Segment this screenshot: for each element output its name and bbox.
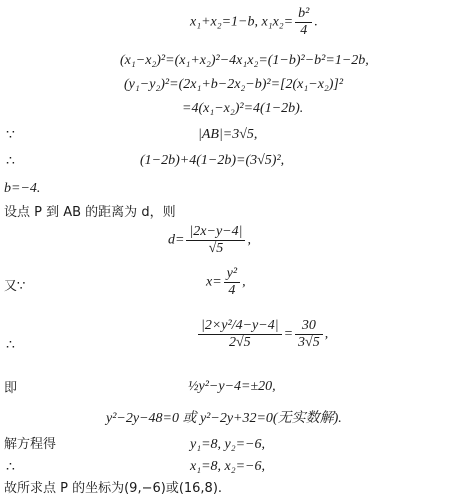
b-squared-over-4-fraction: [295, 6, 312, 39]
fraction-denominator: 4: [300, 23, 308, 38]
parabola-numerator: y²: [224, 266, 240, 283]
distance-eq-equals: =: [283, 326, 294, 342]
line-distance-equation: [196, 318, 328, 351]
therefore-symbol: ∴: [6, 153, 15, 169]
also-because-symbol: 又∵: [4, 279, 26, 294]
parabola-comma: ,: [242, 274, 246, 290]
line-x-solutions: x₁=8, x₂=−6,: [190, 459, 266, 474]
line-y-solutions: y₁=8, y₂=−6,: [190, 437, 266, 452]
line-b-value: b=−4.: [4, 181, 41, 196]
because-symbol: ∵: [6, 127, 15, 143]
distance-eq-left-denominator: 2√5: [228, 335, 251, 350]
distance-denominator: √5: [208, 241, 224, 256]
distance-eq-right-denominator: 3√5: [298, 335, 320, 350]
line-y-difference-result: =4(x₁−x₂)²=4(1−2b).: [182, 101, 304, 116]
line-conclusion: 故所求点 P 的坐标为(9,−6)或(16,8).: [4, 481, 223, 496]
line-x-difference-squared: (x₁−x₂)²=(x₁+x₂)²−4x₁x₂=(1−b)²−b²=1−2b,: [120, 53, 369, 68]
line-ab-length: |AB|=3√5,: [198, 127, 258, 142]
parabola-lhs: x=: [206, 274, 222, 290]
distance-eq-left-numerator: |2×y²/4−y−4|: [198, 318, 282, 335]
parabola-fraction: [224, 266, 240, 299]
line-y-difference-squared: (y₁−y₂)²=(2x₁+b−2x₂−b)²=[2(x₁−x₂)]²: [124, 77, 344, 92]
distance-numerator: |2x−y−4|: [186, 224, 245, 241]
line-roots-sum-product: x₁+x₂=1−b, x₁x₂= $\frac{\text{b²}}{4}$ .: [190, 6, 318, 38]
line-parabola: [206, 266, 246, 299]
line-distance-setup: 设点 P 到 AB 的距离为 d，则: [4, 205, 176, 220]
parabola-denominator: 4: [228, 283, 236, 298]
distance-comma: ,: [247, 232, 251, 248]
distance-eq-left-fraction: [198, 318, 282, 351]
therefore-symbol-3: ∴: [6, 459, 15, 475]
distance-fraction: [186, 224, 245, 257]
distance-eq-right-fraction: [295, 318, 323, 351]
therefore-symbol-2: ∴: [6, 337, 15, 353]
distance-eq-right-numerator: 30: [295, 318, 323, 335]
solve-label: 解方程得: [4, 437, 57, 452]
fraction-numerator: b²: [295, 6, 312, 23]
line-length-equation: (1−2b)+4(1−2b)=(3√5)²,: [140, 153, 285, 168]
roots-sum-product-text: x₁+x₂=1−b, x₁x₂=: [190, 14, 294, 30]
namely-symbol: 即: [4, 381, 18, 396]
line-quadratic-pm20: ½y²−y−4=±20,: [188, 379, 276, 394]
distance-lhs: d=: [168, 232, 185, 248]
distance-eq-comma: ,: [324, 326, 329, 342]
line-distance-formula: [168, 224, 251, 257]
line-quadratic-cases: y²−2y−48=0 或 y²−2y+32=0(无实数解).: [106, 411, 342, 426]
